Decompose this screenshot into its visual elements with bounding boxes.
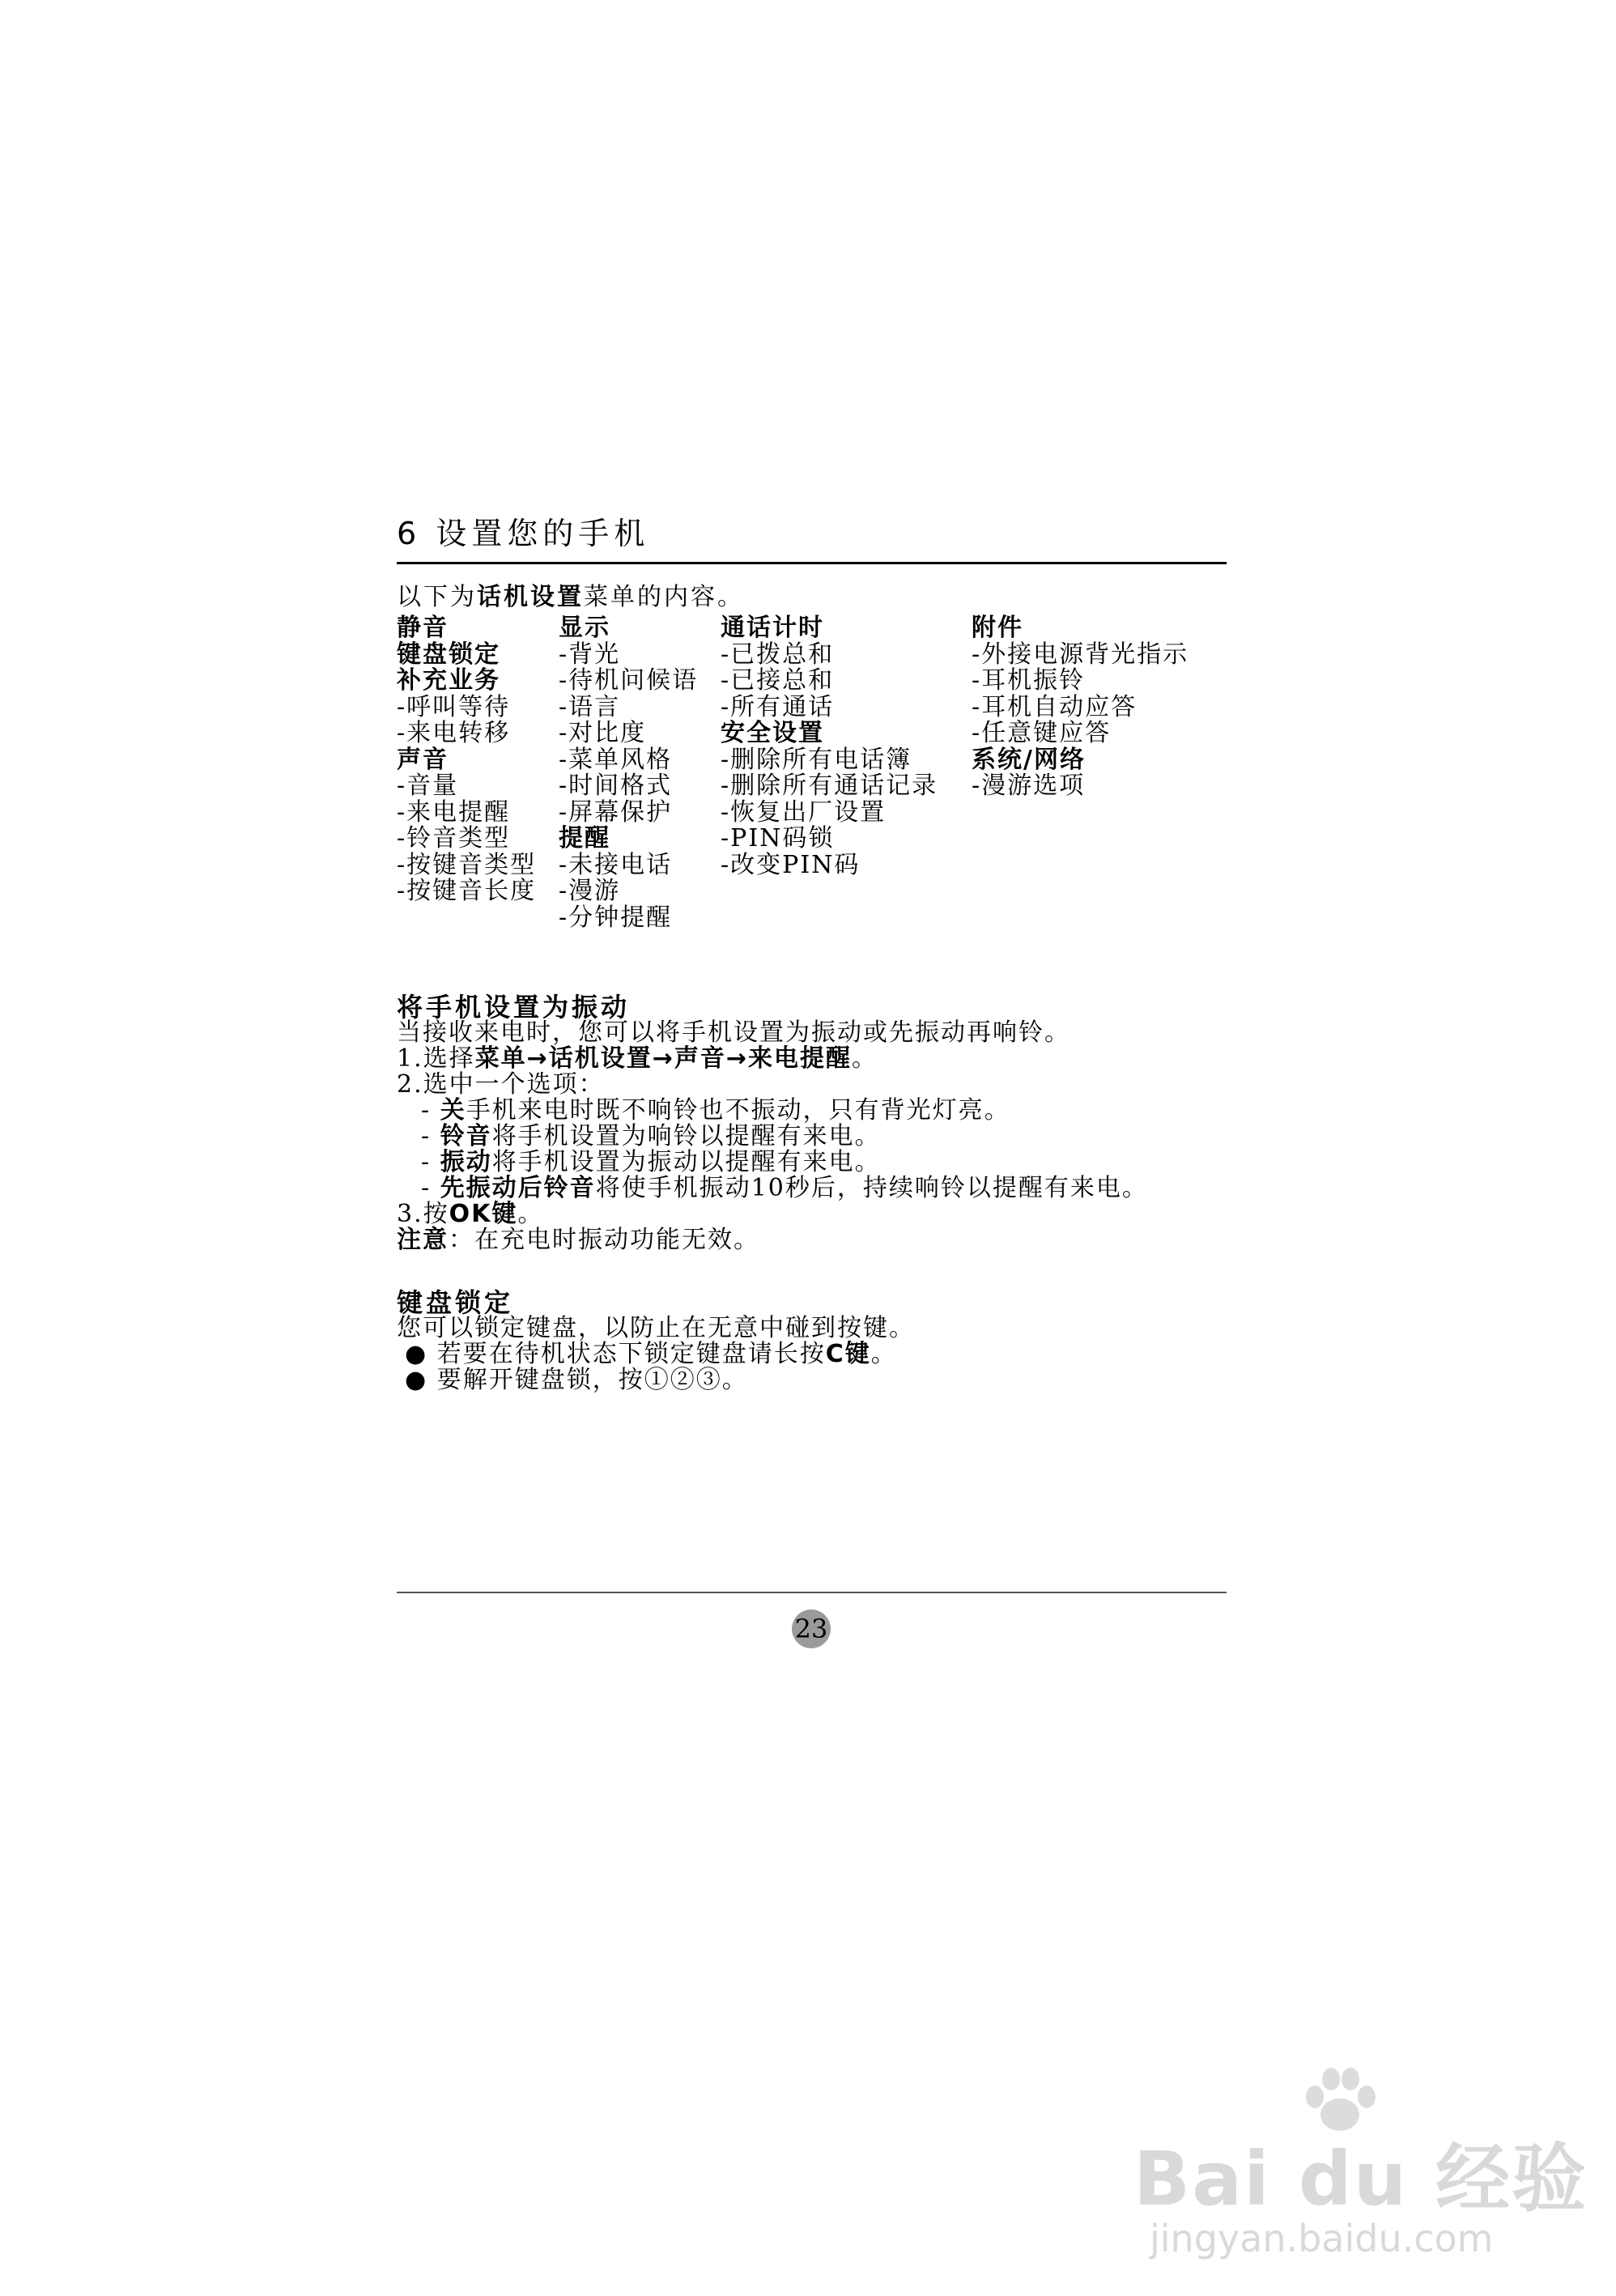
- bullet-item: ● 若要在待机状态下锁定键盘请长按C键。: [405, 1340, 897, 1368]
- watermark-logo: Bai du 经验: [1133, 2136, 1588, 2222]
- step-1: 1.选择菜单→话机设置→声音→来电提醒。: [397, 1044, 878, 1073]
- section-title: 将手机设置为振动: [397, 992, 631, 1023]
- menu-item: -已接总和: [721, 666, 835, 695]
- menu-heading: 静音: [397, 614, 449, 642]
- menu-item: -对比度: [559, 719, 647, 747]
- menu-item: -删除所有通话记录: [721, 772, 938, 800]
- menu-heading: 通话计时: [721, 614, 824, 642]
- menu-item: -恢复出厂设置: [721, 797, 887, 827]
- menu-item: -来电转移: [397, 719, 511, 747]
- menu-item: -所有通话: [721, 692, 835, 721]
- menu-column-4: [972, 615, 1189, 800]
- menu-heading: 安全设置: [721, 719, 824, 747]
- step-2: 2.选中一个选项：: [397, 1070, 605, 1099]
- bullet-item: ● 要解开键盘锁，按①②③。: [405, 1366, 748, 1394]
- menu-item: -按键音长度: [397, 877, 537, 905]
- section-title: 键盘锁定: [397, 1287, 514, 1318]
- menu-heading: 补充业务: [397, 666, 500, 695]
- step-3: 3.按OK键。: [397, 1200, 544, 1228]
- option-item: - 先振动后铃音将使手机振动10秒后，持续响铃以提醒有来电。: [421, 1174, 1148, 1202]
- menu-heading: 声音: [397, 745, 449, 774]
- section-desc: 您可以锁定键盘，以防止在无意中碰到按键。: [397, 1314, 915, 1342]
- menu-item: -删除所有电话簿: [721, 745, 912, 774]
- menu-item: -耳机自动应答: [972, 692, 1138, 721]
- bullet-dot-icon: ●: [405, 1340, 437, 1368]
- menu-heading: 提醒: [559, 824, 610, 852]
- menu-item: -屏幕保护: [559, 797, 673, 827]
- bullet-dot-icon: ●: [405, 1366, 437, 1394]
- menu-heading: 系统/网络: [972, 745, 1086, 774]
- menu-heading: 键盘锁定: [397, 640, 500, 669]
- menu-item: -铃音类型: [397, 824, 511, 852]
- menu-item: -漫游选项: [972, 772, 1086, 800]
- menu-item: -耳机振铃: [972, 666, 1086, 695]
- vibrate-section: [397, 994, 1148, 1253]
- page-number: 23: [792, 1609, 831, 1648]
- option-item: - 铃音将手机设置为响铃以提醒有来电。: [421, 1122, 881, 1150]
- menu-item: -语言: [559, 692, 621, 721]
- menu-item: -音量: [397, 772, 459, 800]
- menu-item: -背光: [559, 640, 621, 669]
- menu-item: -未接电话: [559, 850, 673, 879]
- menu-item: -按键音类型: [397, 850, 537, 879]
- option-item: - 关手机来电时既不响铃也不振动，只有背光灯亮。: [421, 1096, 1010, 1125]
- menu-item: -已拨总和: [721, 640, 835, 669]
- menu-item: -呼叫等待: [397, 692, 511, 721]
- page-title: 6 设置您的手机: [397, 516, 650, 551]
- menu-item: -改变PIN码: [721, 850, 861, 879]
- menu-item: -漫游: [559, 877, 621, 905]
- menu-column-3: [721, 615, 938, 878]
- section-desc: 当接收来电时，您可以将手机设置为振动或先振动再响铃。: [397, 1018, 1070, 1047]
- menu-column-1: [397, 615, 536, 905]
- menu-item: -待机问候语: [559, 666, 699, 695]
- menu-column-2: [559, 615, 698, 931]
- menu-item: -时间格式: [559, 772, 673, 800]
- menu-item: -外接电源背光指示: [972, 640, 1189, 669]
- intro-text: 以下为话机设置菜单的内容。: [397, 583, 744, 611]
- menu-item: -来电提醒: [397, 797, 511, 827]
- menu-item: -PIN码锁: [721, 824, 835, 852]
- note: 注意：在充电时振动功能无效。: [397, 1226, 759, 1254]
- menu-item: -菜单风格: [559, 745, 673, 774]
- option-item: - 振动将手机设置为振动以提醒有来电。: [421, 1148, 881, 1176]
- title-rule: [397, 562, 1227, 564]
- menu-heading: 附件: [972, 614, 1023, 642]
- menu-heading: 显示: [559, 614, 610, 642]
- footer-rule: [397, 1592, 1227, 1593]
- keypad-section: [397, 1287, 915, 1394]
- menu-item: -分钟提醒: [559, 903, 673, 932]
- menu-item: -任意键应答: [972, 719, 1112, 747]
- watermark-url: jingyan.baidu.com: [1150, 2217, 1494, 2260]
